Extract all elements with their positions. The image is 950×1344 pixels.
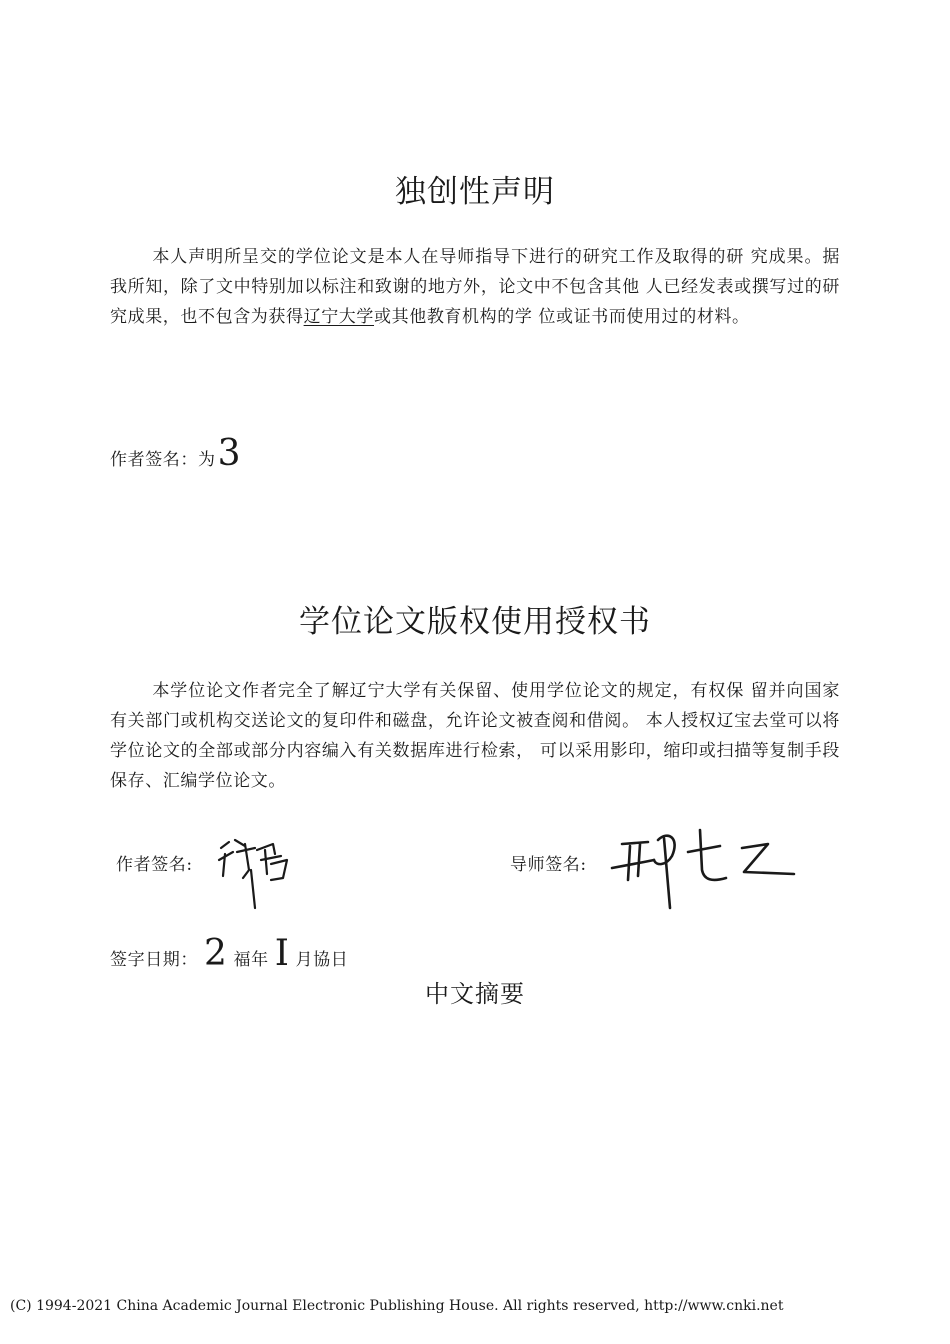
declaration-signature-value: 3 (217, 433, 242, 474)
signing-date-year-text: 福年 (233, 950, 269, 970)
originality-statement-title: 独创性声明 (395, 174, 555, 210)
signing-date-year-value: 2 (204, 933, 228, 974)
copyright-authorization-paragraph (110, 676, 840, 796)
signing-date (110, 933, 349, 974)
copyright-footer: (C) 1994-2021 China Academic Journal Electronic Publishing House. All rights reserved, http://www.cnki.net (10, 1298, 784, 1314)
paragraph-text: 或其他教育机构的学 位或证书而使用过的材料。 (374, 307, 750, 327)
declaration-signature (110, 433, 242, 474)
advisor-handwritten-signature (608, 820, 804, 912)
signing-date-month-text: 月協日 (295, 950, 349, 970)
copyright-authorization-title: 学位论文版权使用授权书 (299, 604, 651, 640)
advisor-signature-label: 导师签名: (510, 855, 587, 875)
declaration-signature-label: 作者签名：为 (110, 450, 216, 470)
paragraph-text: 本人声明所呈交的学位论文是本人在导师指导下进行的研究工作及取得的研 究成果。据我所知，除了文中特别加以标注和致谢的地方外，论文中不包含其他 人已经发表或撰写过的研究成果，也不包含为获得 (110, 247, 840, 327)
originality-statement-paragraph (110, 242, 840, 332)
chinese-abstract-heading: 中文摘要 (425, 980, 525, 1008)
author-signature-label: 作者签名: (116, 855, 193, 875)
signing-date-month-value: I (274, 933, 290, 974)
signing-date-label: 签字日期： (110, 950, 198, 970)
author-handwritten-signature (215, 830, 297, 910)
paragraph-text: 本学位论文作者完全了解辽宁大学有关保留、使用学位论文的规定，有权保 留并向国家有关部门或机构交送论文的复印件和磁盘，允许论文被查阅和借阅。 本人授权辽宝去堂可以将学位论文的全部或部分内容编入有关数据库进行检索， 可以采用影印，缩印或扫描等复制手段保存、汇编学位论文。 (110, 681, 840, 791)
university-name-underlined: 辽宁大学 (303, 307, 375, 327)
